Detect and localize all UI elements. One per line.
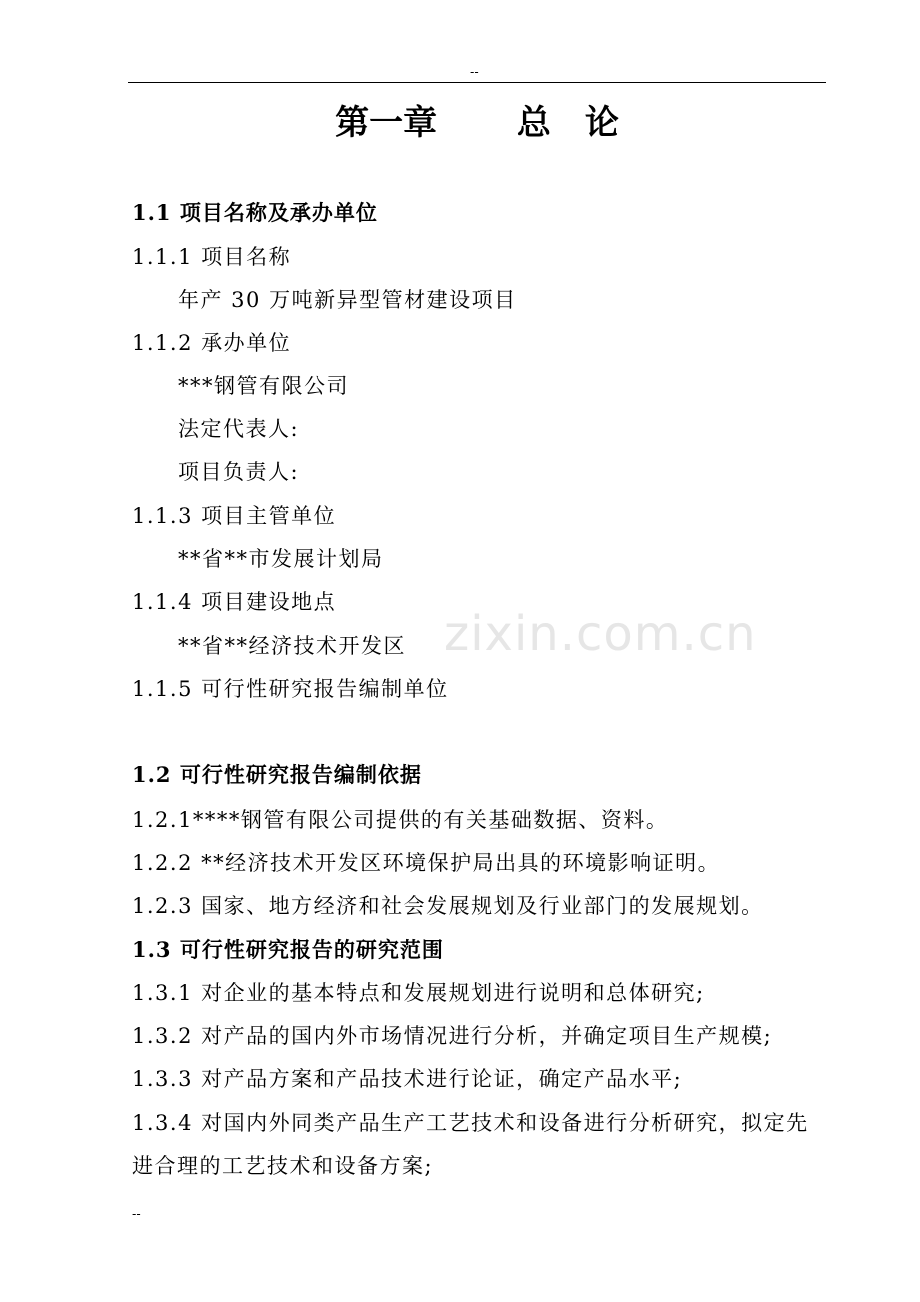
subsection-1-1-2: 1.1.2 承办单位 (132, 331, 292, 355)
subsection-1-3-4-continued: 进合理的工艺技术和设备方案; (132, 1154, 434, 1178)
project-leader: 项目负责人: (178, 460, 300, 484)
footer-mark: -- (132, 1207, 141, 1221)
subsection-1-2-2: 1.2.2 **经济技术开发区环境保护局出具的环境影响证明。 (132, 851, 721, 875)
chapter-title: 第一章 总 论 (335, 103, 619, 143)
company-name: ***钢管有限公司 (178, 374, 349, 398)
supervising-unit: **省**市发展计划局 (178, 547, 384, 571)
header-mark: -- (470, 65, 479, 79)
section-heading-1-2: 1.2 可行性研究报告编制依据 (132, 762, 422, 787)
header-rule (128, 82, 826, 83)
subsection-1-3-3: 1.3.3 对产品方案和产品技术进行论证，确定产品水平; (132, 1067, 683, 1091)
subsection-1-1-3: 1.1.3 项目主管单位 (132, 504, 337, 528)
subsection-1-1-4: 1.1.4 项目建设地点 (132, 590, 337, 614)
subsection-1-1-5: 1.1.5 可行性研究报告编制单位 (132, 677, 449, 701)
project-name: 年产 30 万吨新异型管材建设项目 (178, 288, 517, 312)
section-heading-1-3: 1.3 可行性研究报告的研究范围 (132, 937, 444, 962)
subsection-1-3-4: 1.3.4 对国内外同类产品生产工艺技术和设备进行分析研究，拟定先 (132, 1111, 809, 1135)
section-heading-1-1: 1.1 项目名称及承办单位 (132, 200, 378, 225)
subsection-1-1-1: 1.1.1 项目名称 (132, 245, 292, 269)
subsection-1-2-3: 1.2.3 国家、地方经济和社会发展规划及行业部门的发展规划。 (132, 894, 764, 918)
subsection-1-2-1: 1.2.1****钢管有限公司提供的有关基础数据、资料。 (132, 808, 669, 832)
watermark: zixin.com.cn (444, 606, 757, 662)
subsection-1-3-2: 1.3.2 对产品的国内外市场情况进行分析，并确定项目生产规模; (132, 1024, 773, 1048)
project-location: **省**经济技术开发区 (178, 634, 406, 658)
subsection-1-3-1: 1.3.1 对企业的基本特点和发展规划进行说明和总体研究; (132, 981, 705, 1005)
legal-representative: 法定代表人: (178, 417, 300, 441)
